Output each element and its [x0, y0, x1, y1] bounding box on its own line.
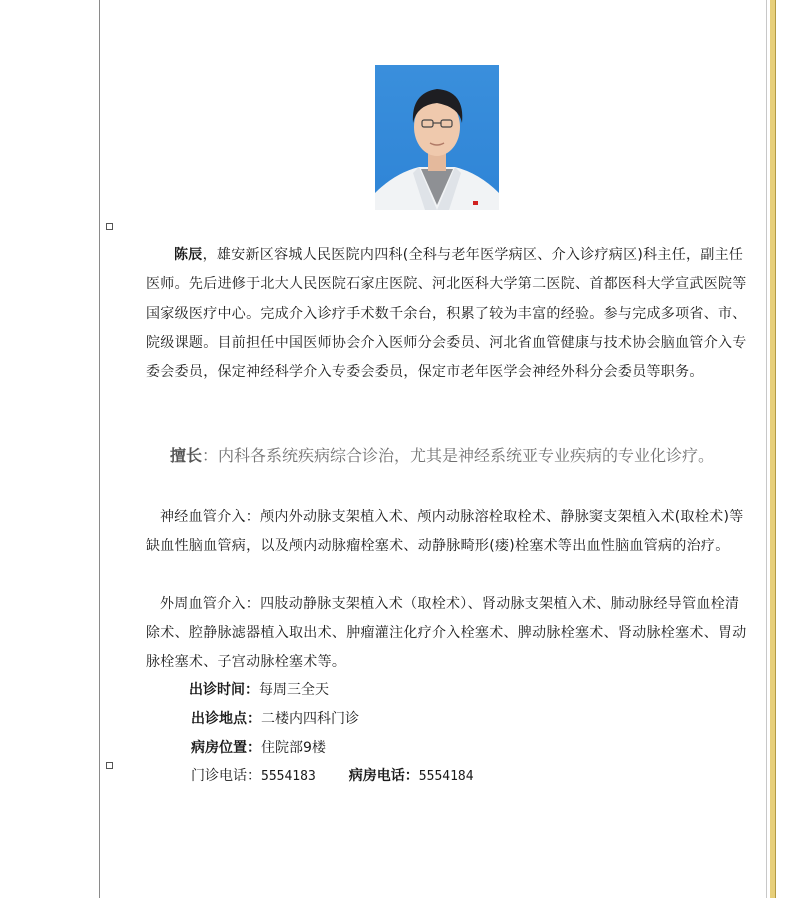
ward-location-label: 病房位置：: [191, 740, 261, 756]
paragraph-mark: [106, 762, 113, 769]
clinic-time-value: 每周三全天: [259, 682, 329, 698]
clinic-location-line: [191, 709, 359, 729]
doctor-introduction: [146, 241, 750, 387]
clinic-location-label: 出诊地点：: [191, 711, 261, 727]
specialty-label: 擅长: [170, 446, 203, 465]
phone-line: [191, 766, 474, 787]
doctor-portrait-illustration: [375, 65, 499, 210]
clinic-location-value: 二楼内四科门诊: [261, 711, 359, 727]
document-side-strip-edge: [775, 0, 776, 898]
clinic-time-line: [189, 680, 329, 700]
ward-location-line: [191, 738, 326, 758]
doctor-name: 陈辰: [174, 247, 203, 263]
ward-location-value: 住院部9楼: [261, 740, 326, 756]
paragraph-mark: [106, 223, 113, 230]
peripheral-vascular-intervention-paragraph: 外周血管介入：四肢动静脉支架植入术（取栓术）、肾动脉支架植入术、肺动脉经导管血栓清除术、腔静脉滤器植入取出术、肿瘤灌注化疗介入栓塞术、脾动脉栓塞术、肾动脉栓塞术、胃动脉栓塞术、子宫动脉栓塞术等。: [146, 596, 747, 670]
ward-phone-label: 病房电话：: [348, 768, 419, 784]
neurovascular-intervention-paragraph: 神经血管介入：颅内外动脉支架植入术、颅内动脉溶栓取栓术、静脉窦支架植入术(取栓术)等缺血性脑血管病，以及颅内动脉瘤栓塞术、动静脉畸形(瘘)栓塞术等出血性脑血管病的治疗。: [146, 509, 744, 554]
doctor-bio: ，雄安新区容城人民医院内四科(全科与老年医学病区、介入诊疗病区)科主任，副主任医师。先后进修于北大人民医院石家庄医院、河北医科大学第二医院、首都医科大学宣武医院等国家级医疗中心。完成介入诊疗手术数千余台，积累了较为丰富的经验。参与完成多项省、市、院级课题。目前担任中国医师协会介入医师分会委员、河北省血管健康与技术协会脑血管介入专委会委员，保定神经科学介入专委会委员，保定市老年医学会神经外科分会委员等职务。: [146, 247, 747, 381]
outpatient-phone-number: 5554183: [261, 769, 316, 784]
specialty-text: ：内科各系统疾病综合诊治，尤其是神经系统亚专业疾病的专业化诊疗。: [202, 446, 715, 465]
specialty-line: [170, 443, 760, 469]
doctor-portrait-photo: [375, 65, 499, 210]
ward-phone-number: 5554184: [418, 769, 474, 784]
page-margin-right: [766, 0, 767, 898]
outpatient-phone-label: 门诊电话：: [191, 768, 261, 784]
page-margin-left: [99, 0, 100, 898]
clinic-time-label: 出诊时间：: [189, 682, 259, 698]
